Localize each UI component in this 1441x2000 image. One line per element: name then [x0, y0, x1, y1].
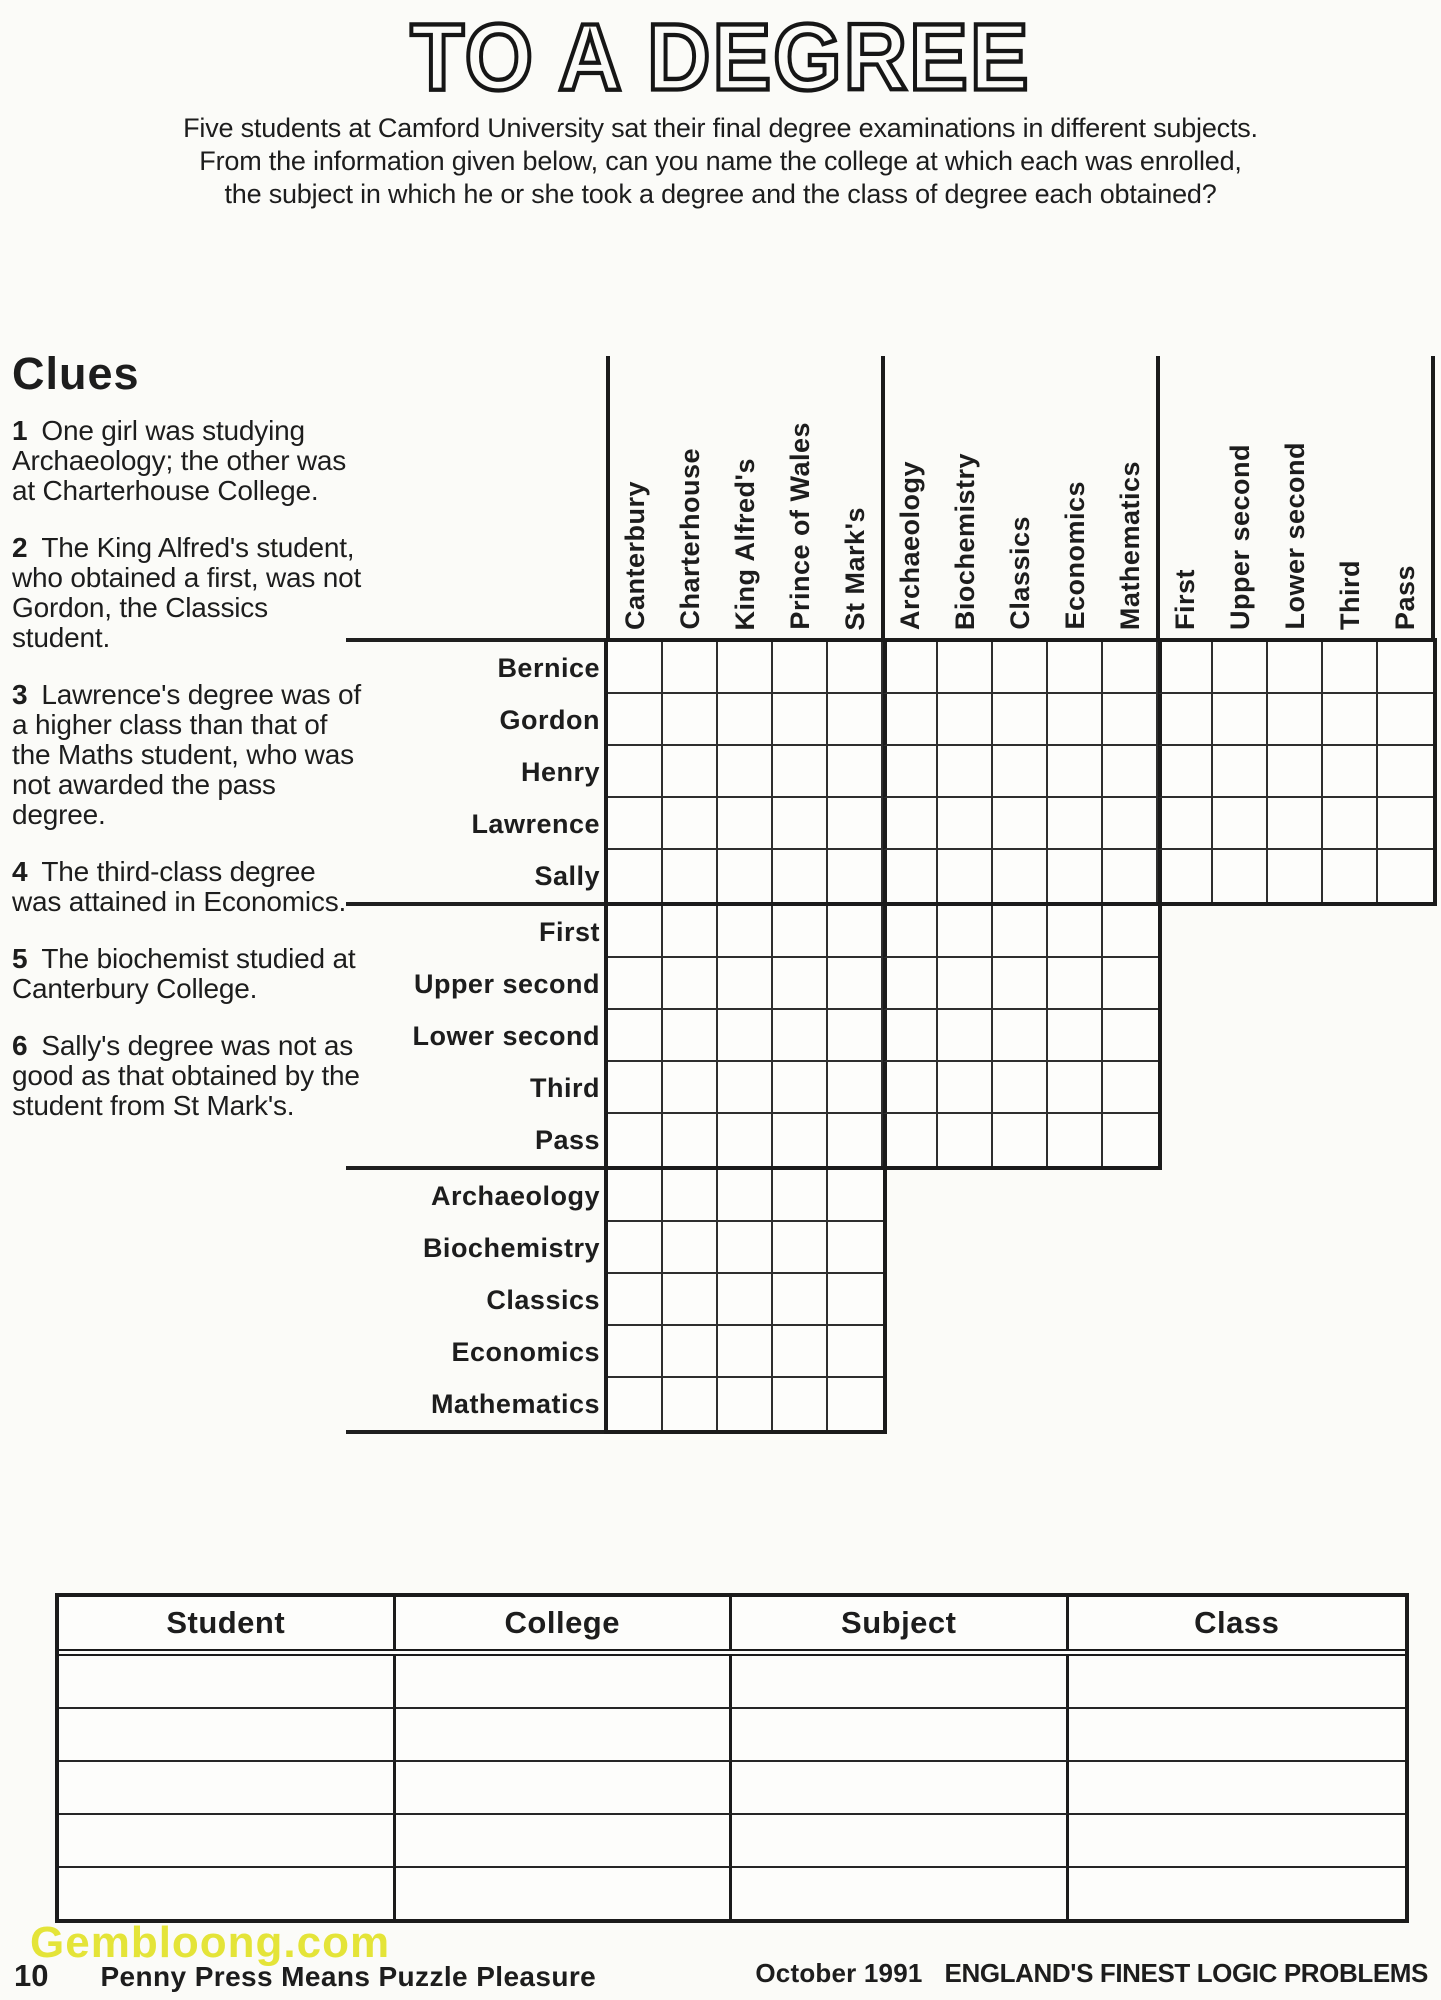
- clue-text: The biochemist studied at Canterbury College.: [12, 943, 356, 1004]
- grid-cell[interactable]: [718, 694, 773, 746]
- grid-cell[interactable]: [1103, 906, 1158, 958]
- clue-item: [12, 857, 364, 917]
- grid-cell[interactable]: [608, 642, 663, 694]
- grid-row-label: Sally: [534, 860, 600, 891]
- clue-text: Sally's degree was not as good as that obtained by the student from St Mark's.: [12, 1030, 360, 1121]
- grid-cell[interactable]: [1103, 958, 1158, 1010]
- grid-cell[interactable]: [663, 746, 718, 798]
- grid-row-label: Upper second: [413, 968, 600, 999]
- page-title: TO A DEGREE: [410, 3, 1031, 111]
- grid-cell[interactable]: [773, 958, 828, 1010]
- grid-cell[interactable]: [938, 850, 993, 902]
- grid-cell[interactable]: [938, 1010, 993, 1062]
- clue-text: One girl was studying Archaeology; the other was at Charterhouse College.: [12, 415, 347, 506]
- grid-cell[interactable]: [1103, 746, 1158, 798]
- solution-cell[interactable]: [732, 1813, 1069, 1866]
- grid-cell[interactable]: [828, 850, 883, 902]
- grid-cell[interactable]: [1323, 850, 1378, 902]
- grid-col-label: [883, 326, 938, 638]
- grid-cell[interactable]: [773, 1010, 828, 1062]
- grid-cell[interactable]: [718, 798, 773, 850]
- grid-row-label: Economics: [451, 1336, 600, 1367]
- grid-cell[interactable]: [938, 1114, 993, 1166]
- solution-cell[interactable]: [1069, 1813, 1406, 1866]
- grid-cell[interactable]: [993, 958, 1048, 1010]
- solution-cell[interactable]: [396, 1707, 733, 1760]
- grid-cell[interactable]: [718, 1114, 773, 1166]
- grid-cell[interactable]: [828, 1274, 883, 1326]
- grid-cell[interactable]: [718, 1222, 773, 1274]
- grid-cell[interactable]: [828, 798, 883, 850]
- grid-cell[interactable]: [883, 746, 938, 798]
- grid-cell[interactable]: [773, 906, 828, 958]
- grid-cell[interactable]: [718, 850, 773, 902]
- grid-cell[interactable]: [663, 798, 718, 850]
- grid-cell[interactable]: [1048, 850, 1103, 902]
- solution-table-header: [59, 1597, 1405, 1656]
- grid-header-line: [1156, 356, 1160, 638]
- grid-row-label: Lower second: [412, 1020, 600, 1051]
- grid-col-label: [663, 326, 718, 638]
- grid-cell[interactable]: [993, 906, 1048, 958]
- grid-col-label: [1213, 326, 1268, 638]
- clue-text: The third-class degree was attained in Economics.: [12, 856, 347, 917]
- grid-cell[interactable]: [773, 1274, 828, 1326]
- grid-cell[interactable]: [828, 906, 883, 958]
- grid-cell[interactable]: [718, 1062, 773, 1114]
- grid-cell[interactable]: [1268, 798, 1323, 850]
- grid-cell[interactable]: [718, 1170, 773, 1222]
- grid-cell[interactable]: [938, 694, 993, 746]
- grid-cell[interactable]: [718, 1326, 773, 1378]
- clue-item: [12, 416, 364, 506]
- grid-cell[interactable]: [663, 1062, 718, 1114]
- grid-row-label: Gordon: [499, 704, 600, 735]
- grid-cell[interactable]: [663, 1222, 718, 1274]
- solution-cell[interactable]: [59, 1813, 396, 1866]
- grid-col-label: [773, 326, 828, 638]
- grid-cell[interactable]: [663, 1170, 718, 1222]
- grid-cell[interactable]: [828, 1062, 883, 1114]
- grid-cell[interactable]: [608, 1326, 663, 1378]
- solution-cell[interactable]: [59, 1760, 396, 1813]
- grid-cell[interactable]: [663, 850, 718, 902]
- grid-cell[interactable]: [1378, 694, 1433, 746]
- grid-cell[interactable]: [663, 958, 718, 1010]
- grid-cell[interactable]: [1323, 642, 1378, 694]
- grid-cell[interactable]: [608, 958, 663, 1010]
- page-number: 10: [14, 1958, 49, 1993]
- grid-col-label-text: Biochemistry: [950, 452, 980, 630]
- grid-cell[interactable]: [1048, 1062, 1103, 1114]
- grid-cell[interactable]: [1103, 1062, 1158, 1114]
- grid-cell[interactable]: [663, 642, 718, 694]
- grid-cell[interactable]: [938, 798, 993, 850]
- grid-col-label-text: King Alfred's: [730, 457, 760, 630]
- grid-header-line: [1431, 356, 1435, 638]
- grid-col-label-text: Mathematics: [1115, 460, 1145, 630]
- grid-cell[interactable]: [608, 850, 663, 902]
- grid-cell[interactable]: [663, 1114, 718, 1166]
- grid-cell[interactable]: [663, 1010, 718, 1062]
- solution-cell[interactable]: [1069, 1656, 1406, 1707]
- grid-cell[interactable]: [773, 694, 828, 746]
- grid-cell[interactable]: [718, 958, 773, 1010]
- grid-cell[interactable]: [608, 1114, 663, 1166]
- grid-header-line: [881, 356, 885, 638]
- grid-cell[interactable]: [1213, 642, 1268, 694]
- clue-item: [12, 533, 364, 653]
- solution-header-cell: Student: [59, 1597, 396, 1649]
- grid-col-label: [1048, 326, 1103, 638]
- footer-slogan: Penny Press Means Puzzle Pleasure: [100, 1961, 597, 1992]
- grid-cell[interactable]: [773, 746, 828, 798]
- grid-cell[interactable]: [828, 1010, 883, 1062]
- grid-cell[interactable]: [1323, 694, 1378, 746]
- grid-cell[interactable]: [663, 906, 718, 958]
- clue-number: 6: [12, 1030, 28, 1061]
- grid-cell[interactable]: [1213, 850, 1268, 902]
- grid-cell[interactable]: [883, 642, 938, 694]
- clues-section: [12, 348, 364, 1148]
- grid-cell[interactable]: [773, 1062, 828, 1114]
- grid-col-label: [993, 326, 1048, 638]
- grid-cell[interactable]: [1268, 642, 1323, 694]
- solution-cell[interactable]: [732, 1707, 1069, 1760]
- grid-col-label-text: Upper second: [1225, 443, 1255, 630]
- grid-cell[interactable]: [993, 798, 1048, 850]
- solution-cell[interactable]: [396, 1760, 733, 1813]
- grid-col-label-text: Prince of Wales: [785, 422, 815, 630]
- grid-cell[interactable]: [608, 1062, 663, 1114]
- grid-cell[interactable]: [1158, 798, 1213, 850]
- grid-cell[interactable]: [608, 1170, 663, 1222]
- grid-cell[interactable]: [1048, 906, 1103, 958]
- footer-magazine: ENGLAND'S FINEST LOGIC PROBLEMS: [944, 1958, 1428, 1988]
- grid-row-label: Pass: [534, 1124, 600, 1155]
- grid-cell[interactable]: [883, 798, 938, 850]
- grid-cell[interactable]: [993, 850, 1048, 902]
- grid-cell[interactable]: [828, 1170, 883, 1222]
- grid-col-label-text: Lower second: [1280, 442, 1310, 630]
- grid-cell[interactable]: [1378, 850, 1433, 902]
- grid-cell[interactable]: [938, 642, 993, 694]
- grid-col-label: [608, 326, 663, 638]
- grid-cell[interactable]: [773, 1378, 828, 1430]
- grid-row-label: Mathematics: [430, 1388, 600, 1419]
- grid-cell[interactable]: [663, 1378, 718, 1430]
- grid-cell[interactable]: [663, 694, 718, 746]
- grid-cell[interactable]: [1323, 798, 1378, 850]
- grid-col-label-text: Archaeology: [895, 460, 925, 630]
- grid-block: [604, 1166, 887, 1434]
- grid-cell[interactable]: [1048, 1010, 1103, 1062]
- grid-col-label: [828, 326, 883, 638]
- grid-col-label-text: Economics: [1060, 481, 1090, 630]
- grid-cell[interactable]: [718, 1010, 773, 1062]
- solution-table: [55, 1593, 1409, 1923]
- grid-col-label-text: St Mark's: [840, 506, 870, 630]
- grid-cell[interactable]: [773, 1114, 828, 1166]
- clue-number: 2: [12, 532, 28, 563]
- grid-cell[interactable]: [1378, 642, 1433, 694]
- grid-cell[interactable]: [773, 642, 828, 694]
- grid-cell[interactable]: [773, 850, 828, 902]
- solution-cell[interactable]: [59, 1656, 396, 1707]
- grid-cell[interactable]: [1048, 694, 1103, 746]
- grid-cell[interactable]: [608, 906, 663, 958]
- grid-cell[interactable]: [938, 958, 993, 1010]
- grid-col-label: [1103, 326, 1158, 638]
- solution-cell[interactable]: [396, 1656, 733, 1707]
- grid-col-label-text: Charterhouse: [675, 448, 705, 630]
- grid-header-line: [606, 356, 610, 638]
- grid-cell[interactable]: [718, 906, 773, 958]
- solution-cell[interactable]: [59, 1866, 396, 1919]
- grid-col-label: [1268, 326, 1323, 638]
- watermark: Gembloong.com: [30, 1918, 391, 1967]
- clue-item: [12, 944, 364, 1004]
- grid-row-label: Biochemistry: [422, 1232, 600, 1263]
- grid-block: [604, 902, 1162, 1170]
- grid-cell[interactable]: [1268, 694, 1323, 746]
- grid-cell[interactable]: [1158, 694, 1213, 746]
- grid-cell[interactable]: [1048, 746, 1103, 798]
- grid-cell[interactable]: [718, 1274, 773, 1326]
- grid-cell[interactable]: [993, 642, 1048, 694]
- grid-row-label: Henry: [520, 756, 600, 787]
- grid-cell[interactable]: [828, 746, 883, 798]
- grid-block: [604, 638, 1437, 906]
- grid-cell[interactable]: [993, 746, 1048, 798]
- grid-cell[interactable]: [828, 1378, 883, 1430]
- solution-cell[interactable]: [1069, 1866, 1406, 1919]
- grid-cell[interactable]: [883, 1114, 938, 1166]
- grid-cell[interactable]: [1103, 798, 1158, 850]
- grid-cell[interactable]: [608, 1010, 663, 1062]
- grid-cell[interactable]: [1103, 1010, 1158, 1062]
- grid-cell[interactable]: [608, 1222, 663, 1274]
- grid-cell[interactable]: [1103, 642, 1158, 694]
- grid-cell[interactable]: [608, 1378, 663, 1430]
- grid-cell[interactable]: [938, 1062, 993, 1114]
- clue-item: [12, 1031, 364, 1121]
- grid-row-label: Classics: [486, 1284, 600, 1315]
- grid-cell[interactable]: [608, 798, 663, 850]
- grid-col-label-text: Canterbury: [620, 480, 650, 630]
- grid-cell[interactable]: [773, 798, 828, 850]
- grid-col-label-text: First: [1170, 568, 1200, 630]
- grid-col-label: [1323, 326, 1378, 638]
- grid-row-label: Archaeology: [430, 1180, 600, 1211]
- solution-cell[interactable]: [732, 1656, 1069, 1707]
- grid-col-label: [1378, 326, 1433, 638]
- grid-cell[interactable]: [993, 694, 1048, 746]
- grid-cell[interactable]: [773, 1222, 828, 1274]
- footer-left: [14, 1958, 596, 1994]
- grid-cell[interactable]: [883, 1062, 938, 1114]
- grid-col-label-text: Classics: [1005, 516, 1035, 630]
- grid-cell[interactable]: [828, 958, 883, 1010]
- grid-cell[interactable]: [883, 1010, 938, 1062]
- grid-cell[interactable]: [1158, 642, 1213, 694]
- grid-cell[interactable]: [663, 1274, 718, 1326]
- grid-cell[interactable]: [883, 850, 938, 902]
- clue-number: 3: [12, 679, 28, 710]
- solution-cell[interactable]: [396, 1813, 733, 1866]
- clue-number: 1: [12, 415, 28, 446]
- grid-cell[interactable]: [1158, 746, 1213, 798]
- clue-item: [12, 680, 364, 830]
- grid-cell[interactable]: [1213, 694, 1268, 746]
- solution-header-cell: Class: [1194, 1605, 1280, 1640]
- grid-cell[interactable]: [773, 1170, 828, 1222]
- grid-col-label: [938, 326, 993, 638]
- grid-cell[interactable]: [993, 1010, 1048, 1062]
- grid-cell[interactable]: [773, 1326, 828, 1378]
- grid-row-label: Third: [530, 1072, 600, 1103]
- solution-cell[interactable]: [732, 1760, 1069, 1813]
- grid-cell[interactable]: [993, 1114, 1048, 1166]
- grid-cell[interactable]: [1378, 746, 1433, 798]
- grid-cell[interactable]: [828, 1222, 883, 1274]
- grid-cell[interactable]: [1213, 798, 1268, 850]
- grid-cell[interactable]: [1103, 1114, 1158, 1166]
- grid-column-headers: [608, 326, 1433, 638]
- grid-cell[interactable]: [883, 694, 938, 746]
- grid-cell[interactable]: [1378, 798, 1433, 850]
- grid-cell[interactable]: [1048, 1114, 1103, 1166]
- clue-text: Lawrence's degree was of a higher class than that of the Maths student, who was not awarded the pass degree.: [12, 679, 361, 830]
- solution-cell[interactable]: [1069, 1707, 1406, 1760]
- grid-cell[interactable]: [828, 1326, 883, 1378]
- grid-cell[interactable]: [828, 694, 883, 746]
- solution-cell[interactable]: [396, 1866, 733, 1919]
- grid-col-label-text: Pass: [1390, 564, 1420, 630]
- footer-date: October 1991: [755, 1958, 923, 1988]
- grid-cell[interactable]: [608, 1274, 663, 1326]
- grid-rule-extension: [346, 1430, 608, 1434]
- grid-row-label: Bernice: [497, 652, 600, 683]
- intro-paragraph: [0, 112, 1441, 211]
- clues-heading: Clues: [12, 348, 140, 399]
- grid-cell[interactable]: [718, 746, 773, 798]
- grid-cell[interactable]: [1268, 746, 1323, 798]
- clue-text: The King Alfred's student, who obtained a first, was not Gordon, the Classics student.: [12, 532, 362, 653]
- grid-cell[interactable]: [1048, 958, 1103, 1010]
- grid-cell[interactable]: [1268, 850, 1323, 902]
- grid-cell[interactable]: [883, 958, 938, 1010]
- grid-cell[interactable]: [1048, 798, 1103, 850]
- grid-cell[interactable]: [1323, 746, 1378, 798]
- grid-cell[interactable]: [608, 694, 663, 746]
- grid-cell[interactable]: [1048, 642, 1103, 694]
- solution-header-cell: Subject: [732, 1597, 1069, 1649]
- grid-cell[interactable]: [663, 1326, 718, 1378]
- grid-cell[interactable]: [1213, 746, 1268, 798]
- grid-col-label-text: Third: [1335, 560, 1365, 630]
- grid-cell[interactable]: [828, 1114, 883, 1166]
- grid-row-label: First: [538, 916, 600, 947]
- grid-cell[interactable]: [608, 746, 663, 798]
- grid-col-label: [718, 326, 773, 638]
- solution-cell[interactable]: [59, 1707, 396, 1760]
- solution-cell[interactable]: [732, 1866, 1069, 1919]
- intro-line: Five students at Camford University sat their final degree examinations in different subjects.: [183, 113, 1258, 143]
- solution-cell[interactable]: [1069, 1760, 1406, 1813]
- grid-cell[interactable]: [718, 1378, 773, 1430]
- grid-cell[interactable]: [883, 906, 938, 958]
- solution-table-body: [59, 1656, 1405, 1919]
- footer-right: [755, 1958, 1428, 1989]
- grid-cell[interactable]: [718, 642, 773, 694]
- grid-col-label: [1158, 326, 1213, 638]
- clue-number: 5: [12, 943, 28, 974]
- grid-cell[interactable]: [1103, 694, 1158, 746]
- grid-cell[interactable]: [993, 1062, 1048, 1114]
- grid-cell[interactable]: [1103, 850, 1158, 902]
- clue-number: 4: [12, 856, 28, 887]
- intro-line: From the information given below, can you name the college at which each was enrolled,: [199, 146, 1242, 176]
- grid-cell[interactable]: [1158, 850, 1213, 902]
- solution-header-cell: College: [396, 1597, 733, 1649]
- grid-cell[interactable]: [938, 906, 993, 958]
- grid-cell[interactable]: [938, 746, 993, 798]
- intro-line: the subject in which he or she took a degree and the class of degree each obtained?: [224, 179, 1217, 209]
- grid-row-label: Lawrence: [471, 808, 600, 839]
- grid-cell[interactable]: [828, 642, 883, 694]
